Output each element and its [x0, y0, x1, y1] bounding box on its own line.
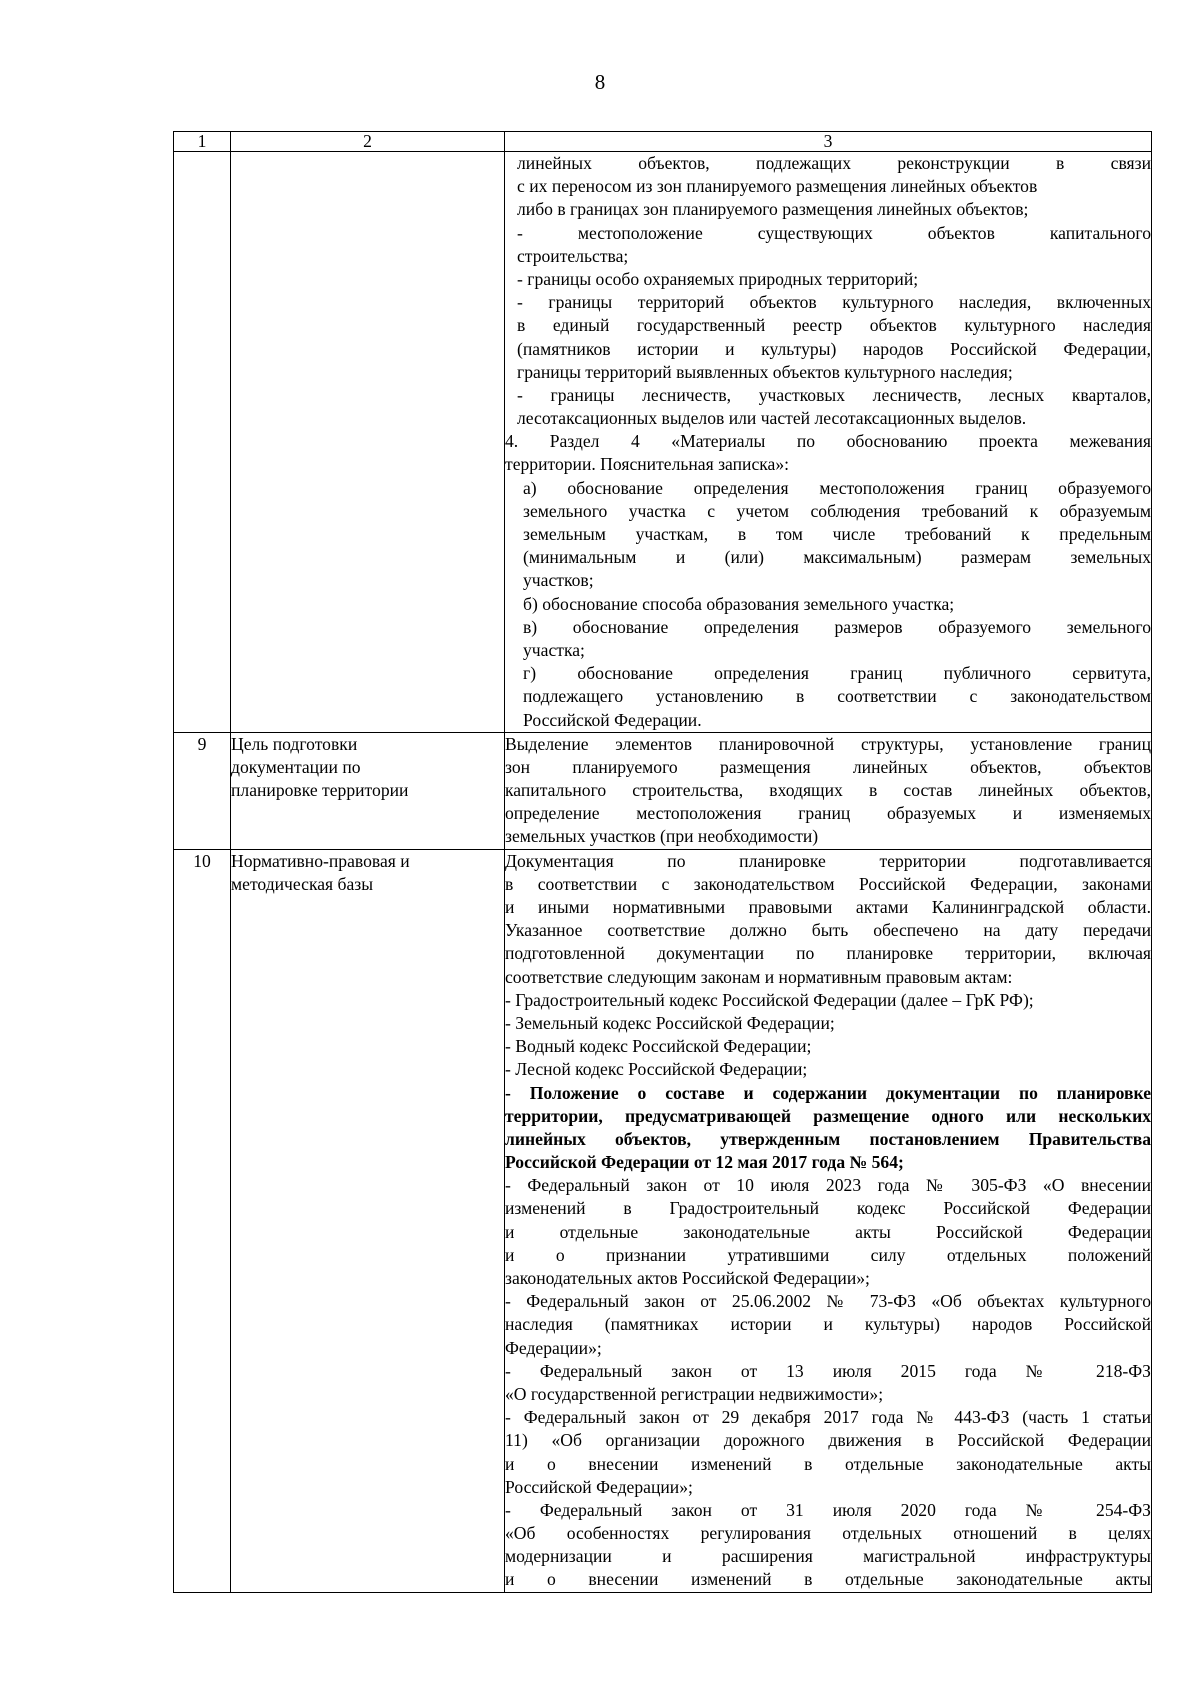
title-line: планировке территории [231, 780, 409, 801]
text-line: соответствие следующим законам и нормативным правовым актам: [505, 966, 1013, 987]
header-col-3: 3 [505, 132, 1152, 152]
text-line: - Градостроительный кодекс Российской Федерации (далее – ГрК РФ); [505, 989, 1034, 1010]
text-line: - Федеральный закон от 13 июля 2015 года № 218-ФЗ [505, 1360, 1151, 1381]
text-line: строительства; [517, 245, 629, 266]
row-number-cell: 10 [174, 849, 231, 1592]
text-line: (памятников истории и культуры) народов Российской Федерации, [517, 338, 1151, 359]
text-line: - Федеральный закон от 31 июля 2020 года № 254-ФЗ [505, 1499, 1151, 1520]
text-line: Российской Федерации от 12 мая 2017 года № 564; [505, 1152, 904, 1173]
text-line: - границы территорий объектов культурного наследия, включенных [517, 292, 1151, 313]
text-line: - местоположение существующих объектов капитального [517, 222, 1151, 243]
text-line: территории, предусматривающей размещение одного или нескольких [505, 1105, 1151, 1126]
text-line: зон планируемого размещения линейных объектов, объектов [505, 756, 1151, 777]
text-line: и о внесении изменений в отдельные законодательные акты [505, 1453, 1151, 1474]
text-line: и о признании утратившими силу отдельных положений [505, 1244, 1151, 1265]
title-line: документации по [231, 756, 361, 777]
requirements-table [173, 131, 1152, 1593]
row-content-cell [505, 849, 1152, 1592]
row-content-cell [505, 732, 1152, 849]
text-line: б) обоснование способа образования земельного участка; [523, 593, 955, 614]
text-line: - Федеральный закон от 10 июля 2023 года № 305-ФЗ «О внесении [505, 1175, 1151, 1196]
text-line: с их переносом из зон планируемого размещения линейных объектов [517, 176, 1038, 197]
text-line: «О государственной регистрации недвижимости»; [505, 1383, 884, 1404]
row-content-cell [505, 152, 1152, 733]
text-line: г) обоснование определения границ публичного сервитута, [523, 663, 1151, 684]
text-line: и о внесении изменений в отдельные законодательные акты [505, 1569, 1151, 1590]
text-line: определение местоположения границ образуемых и изменяемых [505, 803, 1151, 824]
text-line: - Лесной кодекс Российской Федерации; [505, 1059, 808, 1080]
text-line: - Положение о составе и содержании документации по планировке [505, 1082, 1151, 1103]
text-line: - Водный кодекс Российской Федерации; [505, 1036, 812, 1057]
text-line: - Федеральный закон от 25.06.2002 № 73-ФЗ «Об объектах культурного [505, 1291, 1151, 1312]
title-line: Цель подготовки [231, 733, 358, 754]
text-line: линейных объектов, утвержденным постановлением Правительства [505, 1128, 1151, 1149]
text-line: законодательных актов Российской Федерации»; [505, 1268, 870, 1288]
text-line: «Об особенностях регулирования отдельных отношений в целях [505, 1523, 1151, 1544]
text-line: земельного участка с учетом соблюдения требований к образуемым [523, 500, 1151, 521]
text-line: - границы лесничеств, участковых лесничеств, лесных кварталов, [517, 384, 1151, 405]
page-number: 8 [594, 70, 606, 94]
text-line: Федерации»; [505, 1337, 602, 1358]
header-col-1: 1 [174, 132, 231, 152]
text-line: Выделение элементов планировочной структуры, установление границ [505, 733, 1151, 754]
text-line: лесотаксационных выделов или частей лесотаксационных выделов. [517, 408, 1027, 429]
row-title-cell [231, 732, 505, 849]
table-row-10 [174, 849, 1152, 1592]
text-line: границы территорий выявленных объектов культурного наследия; [517, 361, 1013, 382]
text-line: Российской Федерации. [523, 709, 702, 730]
text-line: и отдельные законодательные акты Российской Федерации [505, 1221, 1151, 1242]
text-line: Документация по планировке территории подготавливается [505, 850, 1151, 871]
text-line: земельных участков (при необходимости) [505, 826, 819, 847]
text-line: линейных объектов, подлежащих реконструкции в связи [517, 153, 1151, 173]
table-row-continuation [174, 152, 1152, 733]
table-header-row [174, 132, 1152, 152]
text-line: 11) «Об организации дорожного движения в Российской Федерации [505, 1430, 1151, 1451]
row-number-cell: 9 [174, 732, 231, 849]
text-line: участков; [523, 570, 594, 591]
text-line: капитального строительства, входящих в состав линейных объектов, [505, 780, 1151, 801]
title-line: Нормативно-правовая и [231, 850, 410, 871]
text-line: а) обоснование определения местоположения границ образуемого [523, 477, 1151, 498]
text-line: либо в границах зон планируемого размещения линейных объектов; [517, 199, 1029, 220]
text-line: изменений в Градостроительный кодекс Российской Федерации [505, 1198, 1151, 1219]
text-line: участка; [523, 639, 585, 660]
text-line: модернизации и расширения магистральной инфраструктуры [505, 1546, 1151, 1567]
text-line: (минимальным и (или) максимальным) размерам земельных [523, 547, 1151, 568]
text-line: в) обоснование определения размеров образуемого земельного [523, 616, 1151, 637]
text-line: - границы особо охраняемых природных территорий; [517, 268, 919, 289]
text-line: - Федеральный закон от 29 декабря 2017 года № 443-ФЗ (часть 1 статьи [505, 1407, 1151, 1428]
text-line: 4. Раздел 4 «Материалы по обоснованию проекта межевания [505, 431, 1151, 452]
text-line: подготовленной документации по планировке территории, включая [505, 943, 1151, 964]
table-row-9 [174, 732, 1152, 849]
title-line: методическая базы [231, 873, 374, 894]
row-title-cell [231, 152, 505, 733]
text-line: земельным участкам, в том числе требований к предельным [523, 524, 1151, 544]
text-line: подлежащего установлению в соответствии с законодательством [523, 686, 1151, 707]
row-title-cell [231, 849, 505, 1592]
text-line: Российской Федерации»; [505, 1476, 693, 1497]
text-line: в соответствии с законодательством Российской Федерации, законами [505, 873, 1151, 894]
text-line: - Земельный кодекс Российской Федерации; [505, 1012, 835, 1033]
text-line: территории. Пояснительная записка»: [505, 454, 790, 475]
header-col-2: 2 [231, 132, 505, 152]
text-line: Указанное соответствие должно быть обеспечено на дату передачи [505, 920, 1151, 941]
text-line: и иными нормативными правовыми актами Калининградской области. [505, 897, 1151, 917]
text-line: наследия (памятниках истории и культуры) народов Российской [505, 1314, 1151, 1335]
text-line: в единый государственный реестр объектов культурного наследия [517, 315, 1151, 336]
row-number-cell [174, 152, 231, 733]
